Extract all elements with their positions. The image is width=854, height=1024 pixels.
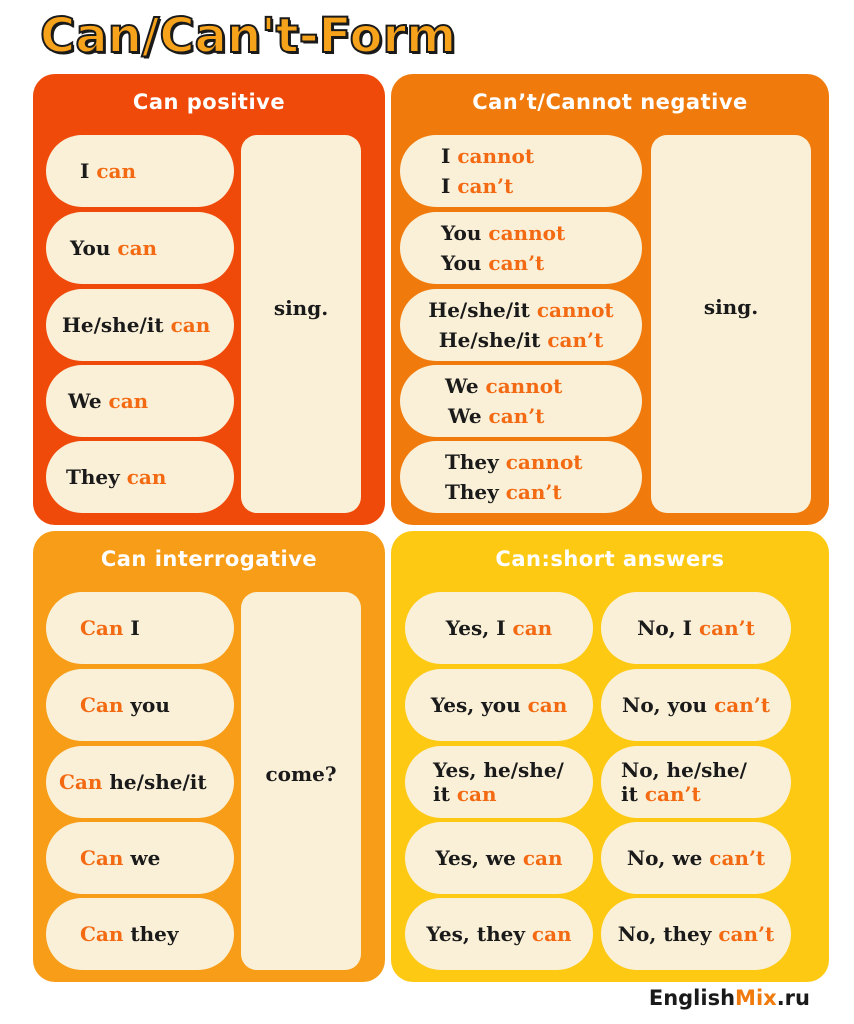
no-answer [601, 592, 791, 664]
verb-text: Can [80, 846, 124, 870]
subject-text: I [441, 174, 451, 198]
verb-text: can [512, 616, 553, 640]
answer-text: Yes, I [445, 616, 506, 640]
interrogative-panel-title: Can interrogative [100, 547, 318, 571]
answer-text: No, you [622, 693, 708, 717]
verb-text: can [527, 693, 568, 717]
answer-text: No, I [637, 616, 693, 640]
subject-text: He/she/it [428, 298, 530, 322]
side-box [651, 135, 811, 513]
subject-text: You [441, 251, 482, 275]
page-title: Can/Can't-Form [40, 8, 457, 64]
verb-text: can’t [718, 922, 775, 946]
subject-text: You [441, 221, 482, 245]
answer-text: Yes, we [435, 846, 516, 870]
list-item [46, 592, 234, 664]
list-item [46, 289, 234, 361]
verb-text: Can [80, 693, 124, 717]
verb-text: can’t [457, 174, 514, 198]
verb-text: Can [80, 922, 124, 946]
verb-text: can [456, 782, 497, 806]
verb-text: can [117, 236, 158, 260]
short-answers-panel [391, 531, 829, 982]
list-item [46, 212, 234, 284]
subject-text: We [448, 404, 482, 428]
answer-text: Yes, he/she/ [433, 758, 564, 782]
subject-text: you [130, 693, 170, 717]
answer-text: Yes, you [430, 693, 521, 717]
subject-text: they [130, 922, 179, 946]
subject-text: I [80, 159, 90, 183]
list-item [400, 441, 642, 513]
list-item [46, 746, 234, 818]
subject-text: He/she/it [438, 328, 541, 352]
subject-text: They [445, 450, 499, 474]
no-answer [601, 822, 791, 894]
subject-text: You [70, 236, 111, 260]
answer-text: Yes, they [426, 922, 525, 946]
list-item [46, 135, 234, 207]
yes-answer [405, 669, 593, 741]
interrogative-panel [33, 531, 385, 982]
list-item [400, 365, 642, 437]
verb-text: can [170, 313, 211, 337]
list-item [46, 441, 234, 513]
no-answer [601, 669, 791, 741]
verb-text: can [522, 846, 563, 870]
verb-text: Can [80, 616, 124, 640]
side-box [241, 135, 361, 513]
subject-text: we [130, 846, 161, 870]
side-label: sing. [703, 295, 759, 319]
site-logo [649, 986, 810, 1010]
side-label: come? [265, 762, 337, 786]
verb-text: can’t [505, 480, 562, 504]
verb-text: can’t [709, 846, 766, 870]
verb-text: can’t [547, 328, 604, 352]
verb-text: can [531, 922, 572, 946]
logo-text-accent: Mix [735, 986, 777, 1010]
negative-panel [391, 74, 829, 525]
verb-text: Can [59, 770, 103, 794]
verb-text: cannot [485, 374, 563, 398]
verb-text: can’t [488, 404, 545, 428]
answer-text: No, we [626, 846, 703, 870]
verb-text: can’t [644, 782, 701, 806]
subject-text: he/she/it [109, 770, 207, 794]
answer-text: it [621, 782, 638, 806]
subject-text: We [445, 374, 479, 398]
side-box [241, 592, 361, 970]
verb-text: can’t [698, 616, 755, 640]
verb-text: cannot [488, 221, 566, 245]
subject-text: He/she/it [62, 313, 164, 337]
verb-text: can’t [714, 693, 770, 717]
list-item [46, 822, 234, 894]
verb-text: cannot [536, 298, 614, 322]
list-item [400, 289, 642, 361]
subject-text: They [66, 465, 120, 489]
yes-answer [405, 746, 593, 818]
short-answers-panel-title: Can:short answers [495, 547, 725, 571]
answer-text: No, he/she/ [621, 758, 747, 782]
verb-text: cannot [505, 450, 583, 474]
no-answer [601, 898, 791, 970]
logo-text: English [648, 986, 736, 1010]
answer-text: it [433, 782, 450, 806]
positive-panel-title: Can positive [132, 90, 286, 114]
verb-text: can [96, 159, 137, 183]
positive-panel [33, 74, 385, 525]
list-item [400, 212, 642, 284]
list-item [46, 365, 234, 437]
yes-answer [405, 822, 593, 894]
verb-text: can’t [488, 251, 545, 275]
answer-text: No, they [617, 922, 712, 946]
yes-answer [405, 592, 593, 664]
logo-text: .ru [776, 986, 810, 1010]
subject-text: We [68, 389, 102, 413]
list-item [46, 669, 234, 741]
verb-text: can [126, 465, 167, 489]
no-answer [601, 746, 791, 818]
verb-text: can [108, 389, 149, 413]
list-item [46, 898, 234, 970]
subject-text: I [130, 616, 140, 640]
negative-panel-title: Can’t/Cannot negative [472, 90, 748, 114]
subject-text: I [441, 144, 451, 168]
verb-text: cannot [457, 144, 535, 168]
yes-answer [405, 898, 593, 970]
side-label: sing. [273, 296, 329, 320]
subject-text: They [445, 480, 499, 504]
list-item [400, 135, 642, 207]
